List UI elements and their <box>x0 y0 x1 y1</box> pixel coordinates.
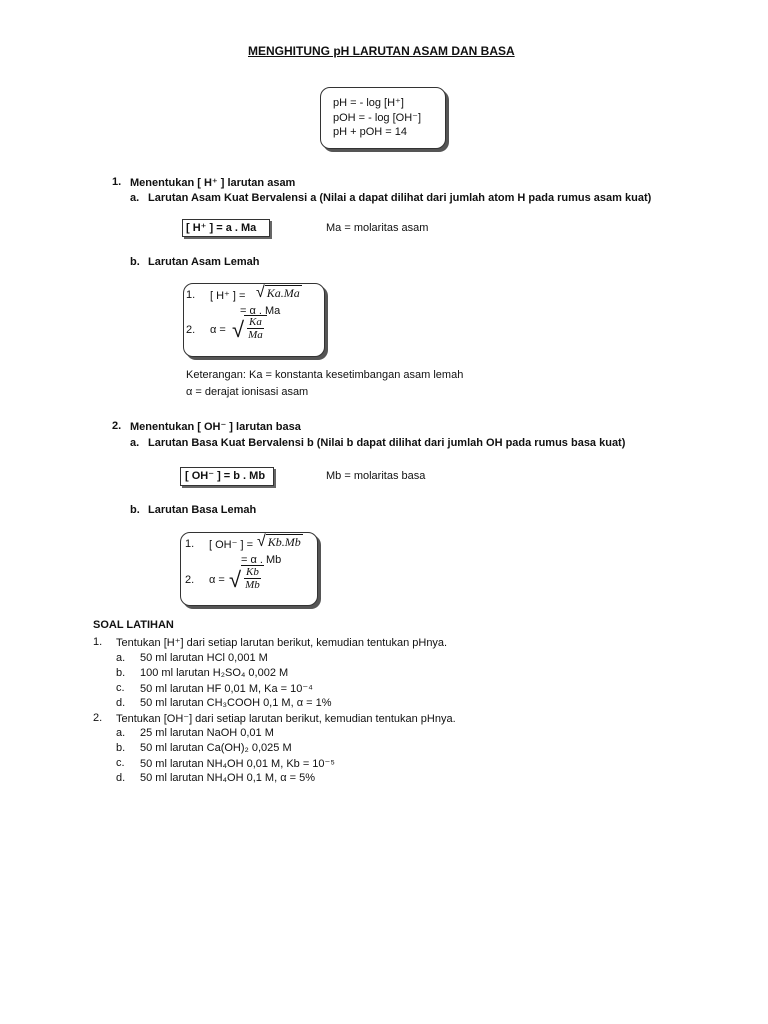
section2-b-text: Larutan Basa Lemah <box>148 504 257 516</box>
exercise-1b-text: 100 ml larutan H₂SO₄ 0,002 M <box>140 667 289 679</box>
exercise-1a-label: a. <box>116 652 126 664</box>
section1-b-label: b. <box>130 256 140 268</box>
formula-poh: pOH = - log [OH⁻] <box>333 112 422 124</box>
weak-acid-frac-num: Ka <box>248 316 262 328</box>
weak-acid-frac-den: Ma <box>248 329 263 341</box>
exercise-2b-text: 50 ml larutan Ca(OH)₂ 0,025 M <box>140 742 292 754</box>
exercise-1a-text: 50 ml larutan HCl 0,001 M <box>140 652 268 664</box>
section2-a-label: a. <box>130 437 140 449</box>
exercises-heading: SOAL LATIHAN <box>93 619 174 631</box>
exercise-2b-label: b. <box>116 742 126 754</box>
weak-base-line1-number: 1. <box>185 538 195 550</box>
strong-acid-note: Ma = molaritas asam <box>326 222 429 234</box>
weak-base-sqrt: √ Kb.Mb <box>257 533 301 550</box>
exercise-2c-text: 50 ml larutan NH₄OH 0,01 M, Kb = 10⁻⁵ <box>140 758 335 770</box>
weak-base-frac-den: Mb <box>245 579 260 591</box>
strong-base-note: Mb = molaritas basa <box>326 470 426 482</box>
exercise-1-text: Tentukan [H⁺] dari setiap larutan berikut, kemudian tentukan pHnya. <box>116 637 448 649</box>
section1-heading: Menentukan [ H⁺ ] larutan asam <box>130 177 296 189</box>
weak-base-line1-lhs: [ OH⁻ ] = <box>209 539 254 551</box>
strong-acid-formula-box <box>182 219 270 237</box>
exercise-2c-label: c. <box>116 757 125 769</box>
exercise-2-number: 2. <box>93 712 103 724</box>
weak-base-line2-number: 2. <box>185 574 195 586</box>
exercise-1d-label: d. <box>116 697 126 709</box>
weak-acid-sqrt: √ Ka.Ma <box>256 284 300 301</box>
weak-base-line2-lhs: α = <box>209 574 225 586</box>
weak-base-line1b: = α . Mb <box>241 554 282 566</box>
exercise-1b-label: b. <box>116 667 126 679</box>
weak-base-sqrt-radicand: Kb.Mb <box>267 535 301 549</box>
note-alpha: α = derajat ionisasi asam <box>186 386 309 398</box>
exercise-2a-text: 25 ml larutan NaOH 0,01 M <box>140 727 274 739</box>
formula-sum: pH + pOH = 14 <box>333 126 407 138</box>
weak-acid-line2-number: 2. <box>186 324 196 336</box>
weak-acid-line2-lhs: α = <box>210 324 226 336</box>
section1-a-label: a. <box>130 192 140 204</box>
section2-number: 2. <box>112 420 122 432</box>
exercise-2d-label: d. <box>116 772 126 784</box>
exercise-2a-label: a. <box>116 727 126 739</box>
section2-heading: Menentukan [ OH⁻ ] larutan basa <box>130 421 301 433</box>
exercise-1c-label: c. <box>116 682 125 694</box>
strong-acid-formula: [ H⁺ ] = a . Ma <box>186 222 257 234</box>
weak-base-frac-num: Kb <box>245 566 259 578</box>
weak-acid-line1-lhs: [ H⁺ ] = <box>210 290 246 302</box>
section1-number: 1. <box>112 176 122 188</box>
exercise-1d-text: 50 ml larutan CH₃COOH 0,1 M, α = 1% <box>140 697 332 709</box>
section1-b-text: Larutan Asam Lemah <box>148 256 260 268</box>
section1-a-text: Larutan Asam Kuat Bervalensi a (Nilai a dapat dilihat dari jumlah atom H pada rumus asam kuat) <box>148 192 652 204</box>
weak-acid-line1-number: 1. <box>186 289 196 301</box>
weak-base-fraction: √ $\frac{Kb}{Mb}$ <box>229 565 264 595</box>
weak-acid-sqrt-radicand: Ka.Ma <box>266 286 300 300</box>
page-title: MENGHITUNG pH LARUTAN ASAM DAN BASA <box>248 44 515 58</box>
exercise-2d-text: 50 ml larutan NH₄OH 0,1 M, α = 5% <box>140 772 315 784</box>
exercise-1-number: 1. <box>93 636 103 648</box>
exercise-1c-text: 50 ml larutan HF 0,01 M, Ka = 10⁻⁴ <box>140 683 313 695</box>
weak-acid-fraction: √ $\frac{Ka}{Ma}$ <box>232 315 267 345</box>
note-ka: Keterangan: Ka = konstanta kesetimbangan asam lemah <box>186 369 464 381</box>
weak-acid-box <box>183 283 325 357</box>
weak-base-box <box>180 532 318 606</box>
weak-acid-line1b: = α . Ma <box>240 305 281 317</box>
exercise-2-text: Tentukan [OH⁻] dari setiap larutan berikut, kemudian tentukan pHnya. <box>116 713 456 725</box>
strong-base-formula-box <box>180 467 274 486</box>
section2-a-text: Larutan Basa Kuat Bervalensi b (Nilai b dapat dilihat dari jumlah OH pada rumus basa kuat) <box>148 437 626 449</box>
formula-ph: pH = - log [H⁺] <box>333 97 404 109</box>
section2-b-label: b. <box>130 504 140 516</box>
strong-base-formula: [ OH⁻ ] = b . Mb <box>185 470 266 482</box>
formula-box <box>320 87 446 149</box>
